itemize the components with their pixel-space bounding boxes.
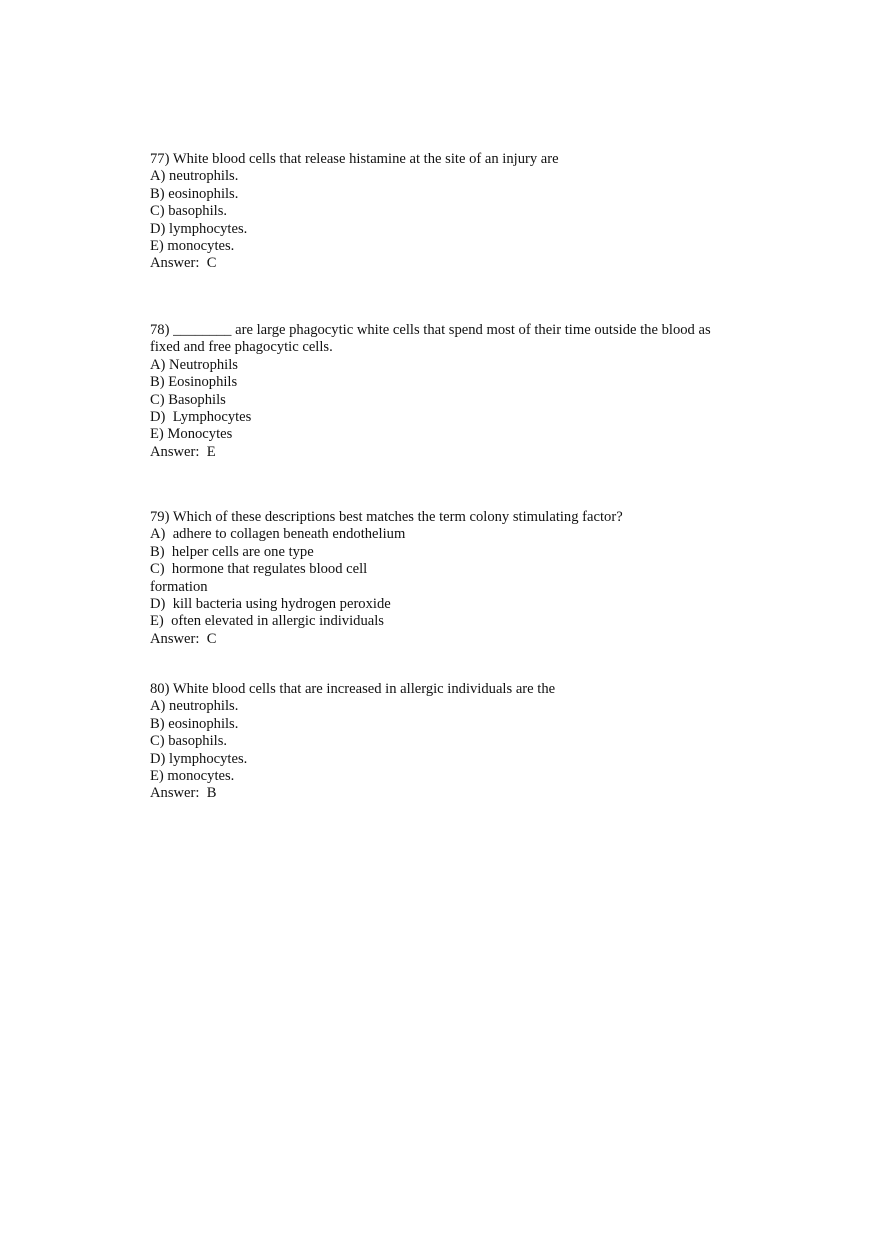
option-c: C) basophils. <box>150 733 228 750</box>
option-c: C) hormone that regulates blood cell <box>150 561 368 578</box>
answer-line: Answer: C <box>150 630 217 647</box>
option-e: E) monocytes. <box>150 768 235 785</box>
question-stem-line-1: 78) ________ are large phagocytic white cells that spend most of their time outside the blood as <box>150 322 711 338</box>
option-d: D) Lymphocytes <box>150 409 252 426</box>
option-e: E) often elevated in allergic individuals <box>150 613 384 630</box>
answer-line: Answer: E <box>150 443 216 460</box>
question-80 <box>150 681 750 803</box>
option-d: D) lymphocytes. <box>150 750 248 767</box>
option-c-continued: formation <box>150 578 208 595</box>
question-77 <box>150 151 750 273</box>
answer-line: Answer: B <box>150 785 217 802</box>
question-79 <box>150 509 750 648</box>
question-stem: 80) White blood cells that are increased in allergic individuals are the <box>150 681 556 697</box>
option-b: B) helper cells are one type <box>150 543 314 560</box>
option-e: E) Monocytes <box>150 426 233 443</box>
option-a: A) neutrophils. <box>150 698 239 715</box>
option-d: D) kill bacteria using hydrogen peroxide <box>150 596 391 613</box>
question-stem-line-2: fixed and free phagocytic cells. <box>150 339 333 356</box>
option-e: E) monocytes. <box>150 238 235 255</box>
option-a: A) neutrophils. <box>150 168 239 185</box>
question-stem: 79) Which of these descriptions best matches the term colony stimulating factor? <box>150 509 623 525</box>
option-a: A) adhere to collagen beneath endothelium <box>150 526 406 543</box>
option-b: B) eosinophils. <box>150 715 239 732</box>
option-d: D) lymphocytes. <box>150 220 248 237</box>
question-stem: 77) White blood cells that release histamine at the site of an injury are <box>150 151 559 167</box>
option-c: C) basophils. <box>150 203 228 220</box>
question-78 <box>150 322 750 461</box>
option-b: B) eosinophils. <box>150 185 239 202</box>
option-b: B) Eosinophils <box>150 374 238 391</box>
option-c: C) Basophils <box>150 391 226 408</box>
option-a: A) Neutrophils <box>150 356 238 373</box>
answer-line: Answer: C <box>150 255 217 272</box>
